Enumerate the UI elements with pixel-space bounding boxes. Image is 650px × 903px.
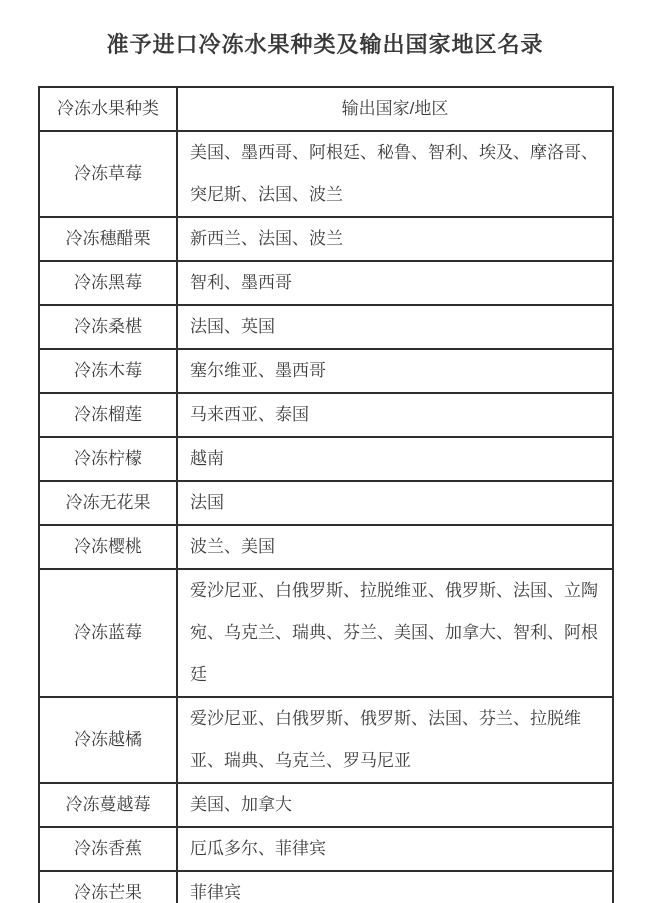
table-row xyxy=(39,261,613,305)
country-list: 爱沙尼亚、白俄罗斯、拉脱维亚、俄罗斯、法国、立陶宛、乌克兰、瑞典、芬兰、美国、加拿大、智利、阿根廷 xyxy=(177,569,613,697)
country-list: 爱沙尼亚、白俄罗斯、俄罗斯、法国、芬兰、拉脱维亚、瑞典、乌克兰、罗马尼亚 xyxy=(177,697,613,783)
table-row xyxy=(39,827,613,871)
country-list: 法国 xyxy=(177,481,613,525)
fruit-name: 冷冻芒果 xyxy=(39,871,177,903)
table-row xyxy=(39,131,613,217)
frozen-fruit-table xyxy=(38,86,614,903)
country-list: 美国、墨西哥、阿根廷、秘鲁、智利、埃及、摩洛哥、突尼斯、法国、波兰 xyxy=(177,131,613,217)
country-list: 波兰、美国 xyxy=(177,525,613,569)
fruit-name: 冷冻越橘 xyxy=(39,697,177,783)
fruit-name: 冷冻草莓 xyxy=(39,131,177,217)
fruit-name: 冷冻香蕉 xyxy=(39,827,177,871)
fruit-name: 冷冻桑椹 xyxy=(39,305,177,349)
fruit-name: 冷冻蔓越莓 xyxy=(39,783,177,827)
country-list: 塞尔维亚、墨西哥 xyxy=(177,349,613,393)
fruit-name: 冷冻樱桃 xyxy=(39,525,177,569)
table-row xyxy=(39,305,613,349)
table-row xyxy=(39,393,613,437)
fruit-name: 冷冻榴莲 xyxy=(39,393,177,437)
country-list: 新西兰、法国、波兰 xyxy=(177,217,613,261)
table-row xyxy=(39,569,613,697)
country-list: 法国、英国 xyxy=(177,305,613,349)
column-header-countries: 输出国家/地区 xyxy=(177,87,613,131)
table-row xyxy=(39,349,613,393)
country-list: 菲律宾 xyxy=(177,871,613,903)
country-list: 厄瓜多尔、菲律宾 xyxy=(177,827,613,871)
table-row xyxy=(39,481,613,525)
table-row xyxy=(39,437,613,481)
fruit-name: 冷冻木莓 xyxy=(39,349,177,393)
table-header-row xyxy=(39,87,613,131)
fruit-name: 冷冻柠檬 xyxy=(39,437,177,481)
table-row xyxy=(39,217,613,261)
table-row xyxy=(39,697,613,783)
fruit-name: 冷冻穗醋栗 xyxy=(39,217,177,261)
fruit-name: 冷冻无花果 xyxy=(39,481,177,525)
country-list: 智利、墨西哥 xyxy=(177,261,613,305)
fruit-name: 冷冻黑莓 xyxy=(39,261,177,305)
table-row xyxy=(39,525,613,569)
country-list: 美国、加拿大 xyxy=(177,783,613,827)
country-list: 越南 xyxy=(177,437,613,481)
country-list: 马来西亚、泰国 xyxy=(177,393,613,437)
table-row xyxy=(39,783,613,827)
fruit-name: 冷冻蓝莓 xyxy=(39,569,177,697)
page-title: 准予进口冷冻水果种类及输出国家地区名录 xyxy=(106,32,544,57)
column-header-fruit: 冷冻水果种类 xyxy=(39,87,177,131)
table-row xyxy=(39,871,613,903)
